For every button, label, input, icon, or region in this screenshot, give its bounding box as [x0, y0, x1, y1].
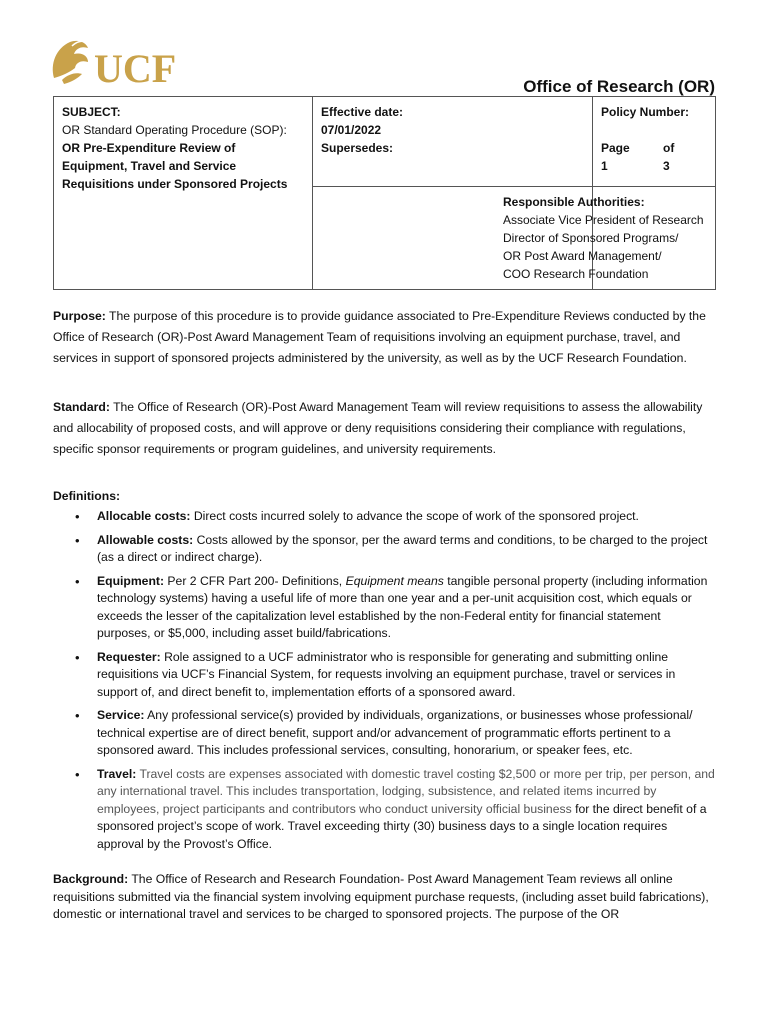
authorities-label: Responsible Authorities: [503, 195, 645, 209]
definitions-list [53, 508, 717, 853]
effective-cell [313, 97, 593, 187]
effective-label: Effective date: [321, 105, 404, 119]
definition-text: Costs allowed by the sponsor, per the award terms and conditions, to be charged to the project (as a direct or indirect charge). [97, 532, 708, 564]
bullet-icon: • [75, 532, 80, 548]
ucf-logo [48, 34, 208, 92]
bullet-icon: • [75, 573, 80, 589]
page-count [601, 139, 707, 175]
svg-text:UCF: UCF [94, 46, 177, 91]
standard-text: The Office of Research (OR)-Post Award Management Team will review requisitions to assess the allowability and allocability of proposed costs, and will approve or deny requisitions considering their compliance with regulations, specific sponsor requirements or program guidelines, and university requirements. [53, 400, 703, 456]
supersedes-label: Supersedes: [321, 141, 394, 155]
definition-text: Any professional service(s) provided by individuals, organizations, or businesses whose professional/ technical expertise are of direct benefit, support and/or advancement of programmatic efforts pertinent to a sponsored award. This includes professional services, consulting, honorarium, or speaker fees, etc. [97, 708, 693, 757]
definition-text: Direct costs incurred solely to advance the scope of work of the sponsored project. [193, 509, 639, 523]
definition-item [75, 649, 717, 702]
background-text: The Office of Research and Research Foundation- Post Award Management Team reviews all online requisitions submitted via the financial system involving equipment purchase requests, (including asset build fabrications), domestic or international travel and services to be charged to sponsored projects. The purpose of the OR [53, 872, 709, 921]
definition-item [75, 707, 717, 760]
definition-term: Equipment: [97, 573, 165, 588]
policy-cell [593, 97, 716, 187]
definition-text: Role assigned to a UCF administrator who is responsible for generating and submitting online requisitions via UCF’s Financial System, for requests involving an equipment purchase, travel or services in support of, and direct benefit to, implementation efforts of a sponsored award. [97, 649, 676, 699]
office-title: Office of Research (OR) [523, 77, 715, 96]
definition-text: tangible personal property (including information technology systems) having a useful life of more than one year and a per-unit acquisition cost, which equals or exceeds the lesser of the capitalization level established by the non-Federal entity for financial statement purposes, or $5,000, including asset build/fabrications. [97, 573, 708, 640]
authorities-cell [503, 187, 716, 290]
standard-section [53, 397, 717, 460]
policy-number-label: Policy Number: [601, 105, 690, 119]
subject-cell [54, 97, 313, 290]
page-total: 3 [663, 159, 670, 173]
purpose-label: Purpose: [53, 309, 106, 323]
page-number: 1 [601, 159, 608, 173]
definition-gray-text: Travel costs are expenses associated with domestic travel costing $2,500 or more per trip, per person, and any international travel. This includes transportation, lodging, subsistence, and related items incurred by employees, project participants and contributors who conduct university official business [97, 766, 715, 816]
bullet-icon: • [75, 708, 80, 723]
effective-date: 07/01/2022 [321, 123, 382, 137]
definition-term: Requester: [97, 649, 161, 664]
definition-item [75, 573, 717, 643]
sop-info-table [53, 96, 716, 290]
definition-text: for the direct benefit of a sponsored project’s scope of work. Travel exceeding thirty (30) business days to a single location requires approval by the Provost’s Office. [97, 801, 707, 851]
definition-term: Allocable costs: [97, 509, 191, 523]
bullet-icon: • [75, 509, 80, 524]
background-label: Background: [53, 872, 129, 886]
definitions-heading: Definitions: [53, 489, 121, 503]
definition-italic: Equipment means [345, 573, 444, 588]
purpose-text: The purpose of this procedure is to provide guidance associated to Pre-Expenditure Reviews conducted by the Office of Research (OR)-Post Award Management Team of requisitions involving an equipment purchase, travel, and services in support of sponsored projects administered by the university, as well as by the UCF Research Foundation. [53, 309, 706, 365]
authority-item: OR Post Award Management/ [503, 249, 662, 263]
page-of: of [663, 141, 675, 155]
authority-item: Director of Sponsored Programs/ [503, 231, 679, 245]
definition-item [75, 508, 717, 526]
subject-line: OR Standard Operating Procedure (SOP): [62, 123, 287, 137]
document-body [53, 306, 717, 924]
definition-pre: Per 2 CFR Part 200- Definitions, [167, 573, 343, 588]
subject-title: OR Pre-Expenditure Review of Equipment, Travel and Service Requisitions under Sponsored Projects [62, 141, 288, 191]
bullet-icon: • [75, 649, 80, 665]
subject-label: SUBJECT: [62, 105, 121, 119]
definition-item [75, 532, 717, 567]
definition-item [75, 766, 717, 854]
purpose-section [53, 306, 717, 369]
bullet-icon: • [75, 766, 80, 782]
definition-term: Service: [97, 708, 145, 722]
background-section [53, 871, 717, 924]
page-label: Page [601, 141, 630, 155]
standard-label: Standard: [53, 400, 110, 414]
definition-term: Allowable costs: [97, 532, 194, 547]
authority-item: COO Research Foundation [503, 267, 649, 281]
definition-term: Travel: [97, 766, 137, 781]
authority-item: Associate Vice President of Research [503, 213, 704, 227]
